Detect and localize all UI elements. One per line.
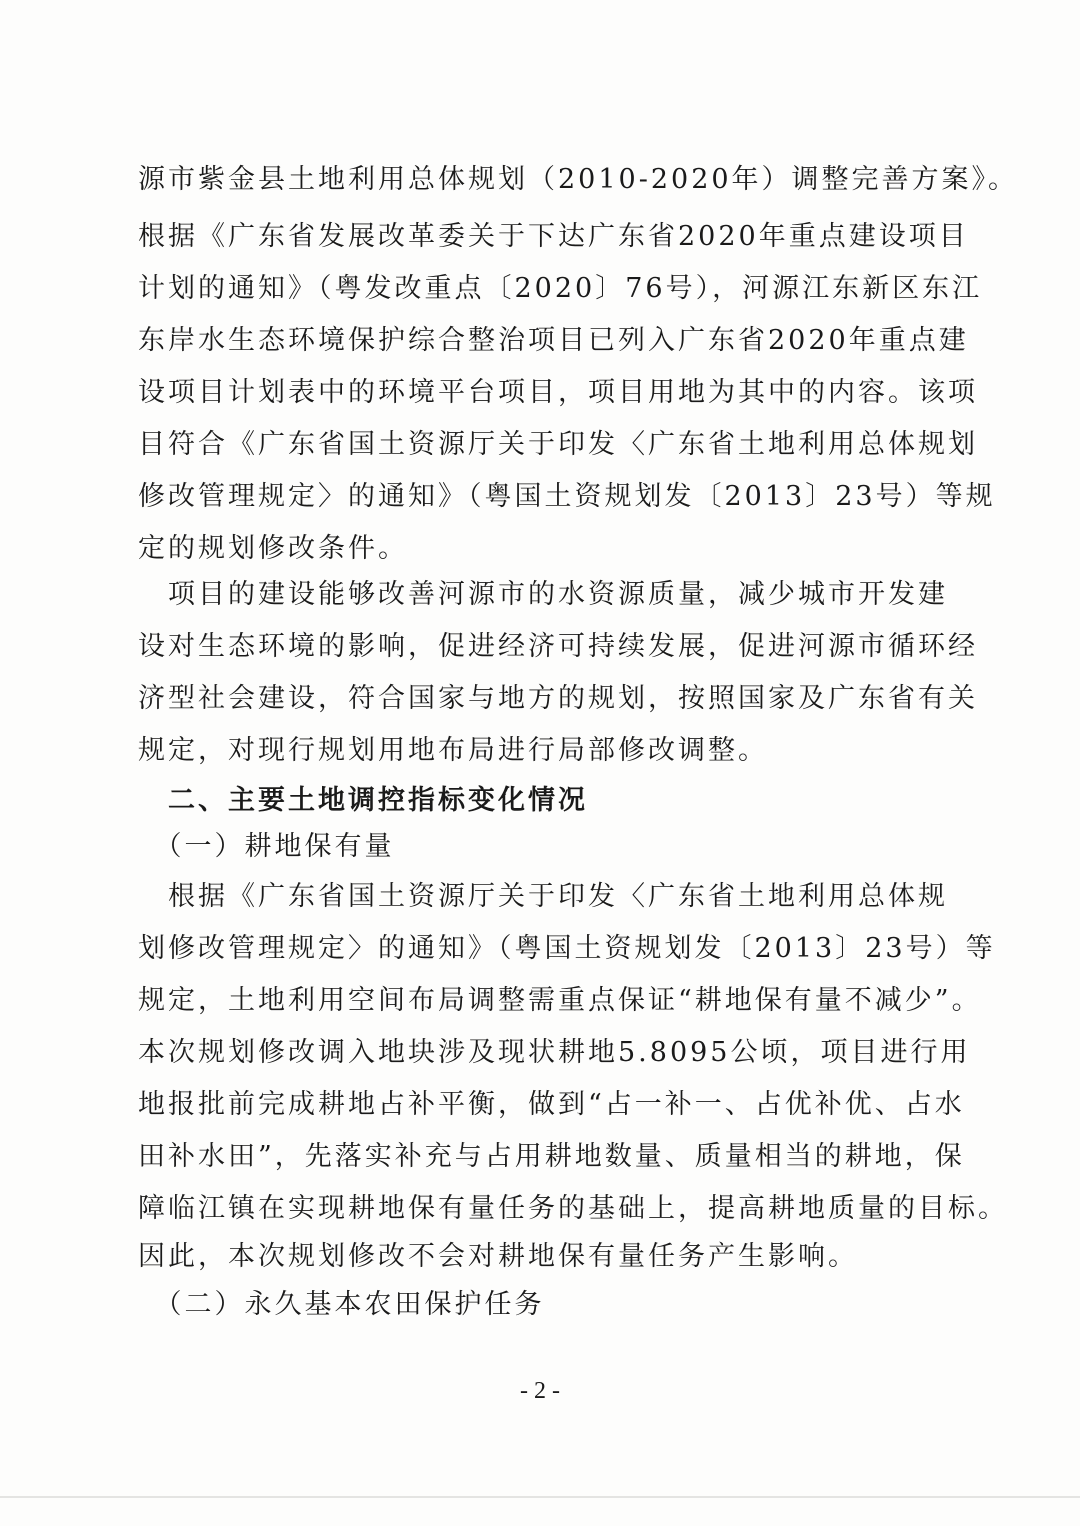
paragraph-line: 项目的建设能够改善河源市的水资源质量，减少城市开发建 <box>138 579 948 610</box>
paragraph-line: 障临江镇在实现耕地保有量任务的基础上，提高耕地质量的目标。 <box>138 1193 1008 1224</box>
paragraph-line: 因此，本次规划修改不会对耕地保有量任务产生影响。 <box>138 1241 858 1272</box>
paragraph-line: 规定，对现行规划用地布局进行局部修改调整。 <box>138 735 768 766</box>
paragraph-line: 目符合《广东省国土资源厅关于印发〈广东省土地利用总体规划 <box>138 429 978 460</box>
footer-divider <box>0 1496 1080 1498</box>
paragraph-line: 划修改管理规定〉的通知》（粤国土资规划发〔2013〕23号）等 <box>138 933 996 964</box>
paragraph-line: 田补水田”，先落实补充与占用耕地数量、质量相当的耕地，保 <box>138 1141 965 1172</box>
paragraph-line: 修改管理规定〉的通知》（粤国土资规划发〔2013〕23号）等规 <box>138 481 996 512</box>
page-number: - 2 - <box>520 1378 560 1404</box>
subsection-heading: （二）永久基本农田保护任务 <box>138 1289 545 1320</box>
section-heading: 二、主要土地调控指标变化情况 <box>138 785 588 816</box>
paragraph-line: 设对生态环境的影响，促进经济可持续发展，促进河源市循环经 <box>138 631 978 662</box>
paragraph-line: 规定，土地利用空间布局调整需重点保证“耕地保有量不减少”。 <box>138 985 982 1016</box>
subsection-heading: （一）耕地保有量 <box>138 831 395 862</box>
paragraph-line: 定的规划修改条件。 <box>138 533 408 564</box>
paragraph-line: 设项目计划表中的环境平台项目，项目用地为其中的内容。该项 <box>138 377 978 408</box>
paragraph-line: 源市紫金县土地利用总体规划（2010-2020年）调整完善方案》。 <box>138 164 1019 195</box>
paragraph-line: 根据《广东省发展改革委关于下达广东省2020年重点建设项目 <box>138 221 969 252</box>
paragraph-line: 地报批前完成耕地占补平衡，做到“占一补一、占优补优、占水 <box>138 1089 965 1120</box>
paragraph-line: 济型社会建设，符合国家与地方的规划，按照国家及广东省有关 <box>138 683 978 714</box>
paragraph-line: 本次规划修改调入地块涉及现状耕地5.8095公顷，项目进行用 <box>138 1037 971 1068</box>
paragraph-line: 根据《广东省国土资源厅关于印发〈广东省土地利用总体规 <box>138 881 948 912</box>
paragraph-line: 东岸水生态环境保护综合整治项目已列入广东省2020年重点建 <box>138 325 969 356</box>
paragraph-line: 计划的通知》（粤发改重点〔2020〕76号），河源江东新区东江 <box>138 273 983 304</box>
